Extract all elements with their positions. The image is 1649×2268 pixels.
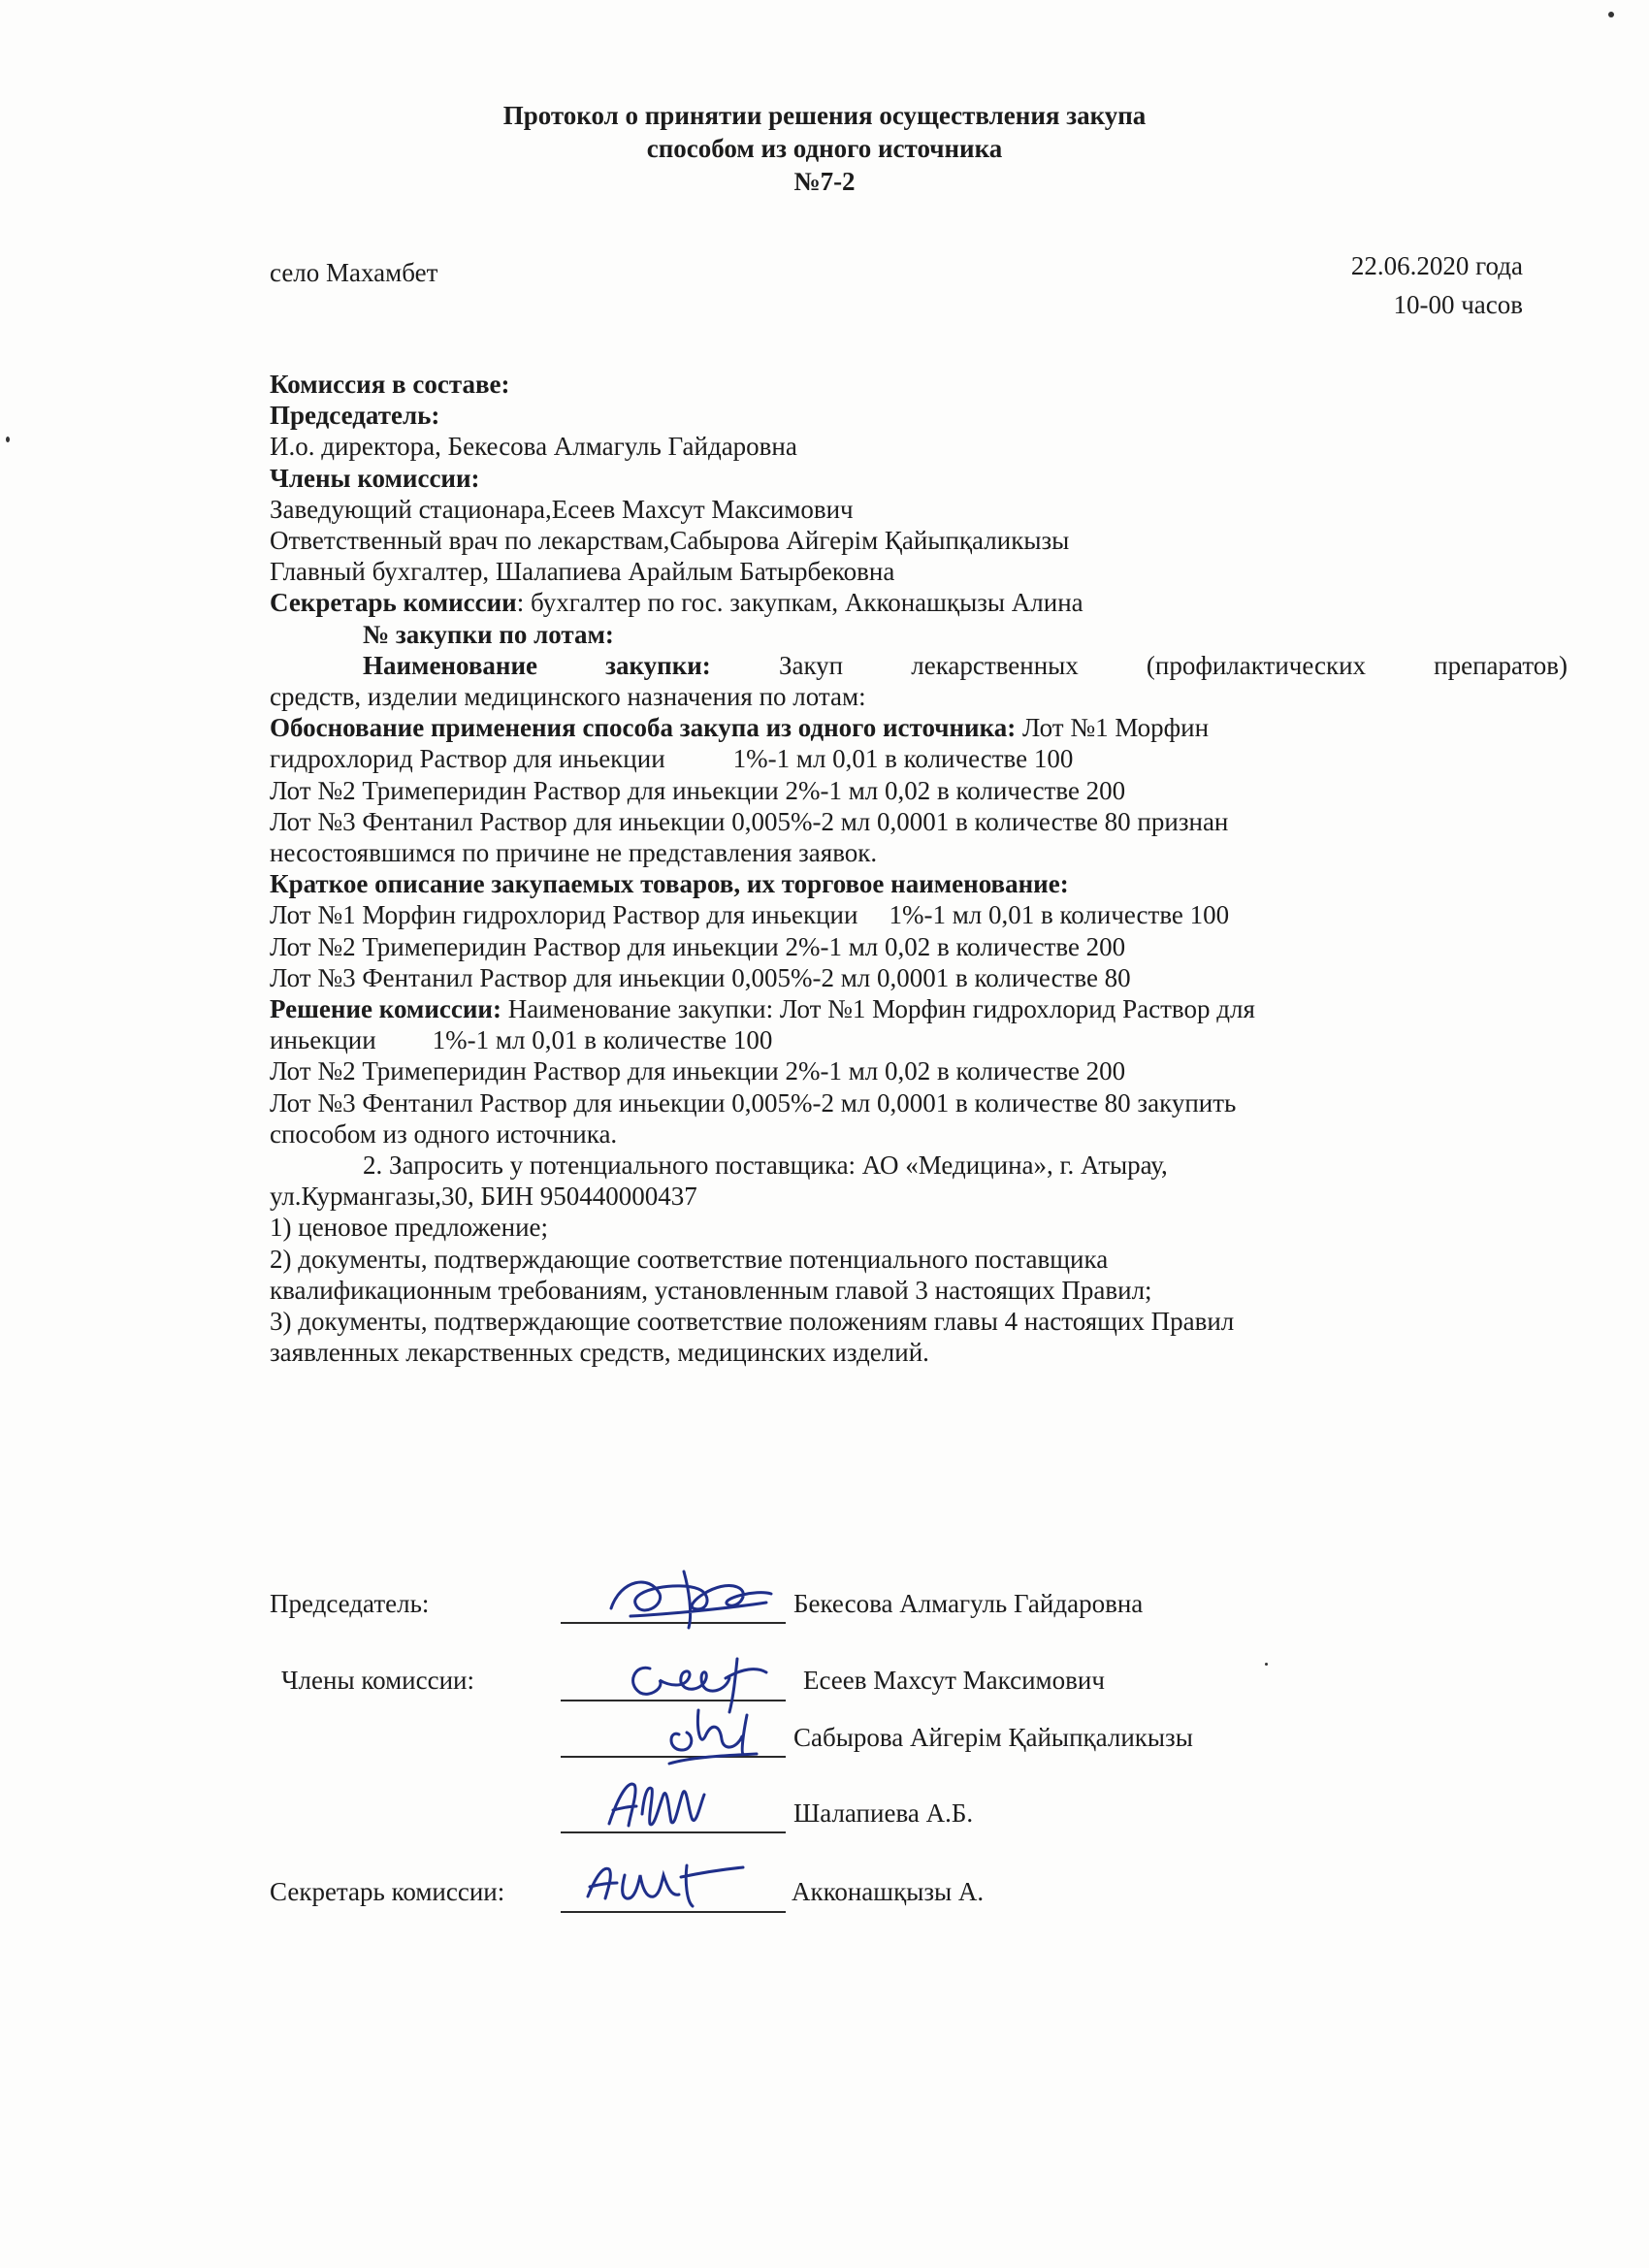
procurement-name [270,650,1568,681]
member-3: Главный бухгалтер, Шалапиева Арайлым Батырбековна [270,557,895,587]
justification-label: Обоснование применения способа закупа из одного источника: [270,713,1017,743]
decision-tail: способом из одного источника. [270,1118,618,1149]
description-label: Краткое описание закупаемых товаров, их торговое наименование: [270,869,1069,899]
sig-secretary-name: Акконашқызы А. [792,1877,985,1906]
decision-lot3: Лот №3 Фентанил Раствор для иньекции 0,005%-2 мл 0,0001 в количестве 80 закупить [270,1087,1237,1118]
chair-signature [592,1560,786,1637]
decision-line-2-b: 1%-1 мл 0,01 в количестве 100 [432,1025,773,1055]
item-2-line-2: ул.Курмангазы,30, БИН 950440000437 [270,1182,697,1212]
protocol-number: №7-2 [793,167,856,196]
requirement-3-line-2: заявленных лекарственных средств, медицинских изделий. [270,1338,929,1368]
justification-lot1-a: гидрохлорид Раствор для иньекции [270,744,665,774]
time: 10-00 часов [1393,290,1523,319]
chair-label: Председатель: [270,401,440,431]
description-lot3: Лот №3 Фентанил Раствор для иньекции 0,005%-2 мл 0,0001 в количестве 80 [270,962,1131,992]
protocol-body [270,369,1568,1369]
secretary-signature [578,1848,753,1916]
justification-lot1-b: 1%-1 мл 0,01 в количестве 100 [732,744,1074,774]
decision-line-2 [270,1024,1568,1055]
decision [270,993,1568,1024]
member-2: Ответственный врач по лекарствам,Сабырова Айгерім Қайыпқаликызы [270,526,1070,556]
secretary [270,587,1568,618]
description-lot1-b: 1%-1 мл 0,01 в количестве 100 [889,900,1230,930]
decision-text: Наименование закупки: Лот №1 Морфин гидрохлорид Раствор для [507,994,1255,1024]
requirement-3-line-1: 3) документы, подтверждающие соответствие положениям главы 4 настоящих Правил [270,1307,1235,1337]
requirement-2-line-2: квалификационным требованиям, установленным главой 3 настоящих Правил; [270,1275,1152,1305]
member-2-signature [650,1696,795,1773]
title-line-1: Протокол о принятии решения осуществления закупа [502,101,1147,130]
member-1: Заведующий стационара,Есеев Махсут Максимович [270,494,854,524]
secretary-label: Секретарь комиссии [270,588,517,618]
procurement-name-text: Закуп лекарственных (профилактических препаратов) [778,650,1568,680]
chair: И.о. директора, Бекесова Алмагуль Гайдаровна [270,432,797,462]
procurement-name-cont: средств, изделии медицинского назначения по лотам: [270,682,866,712]
sig-chair-name: Бекесова Алмагуль Гайдаровна [793,1589,1144,1618]
date: 22.06.2020 года [1350,251,1523,280]
scan-speck [6,437,10,442]
justification-lot2: Лот №2 Тримеперидин Раствор для иньекции 2%-1 мл 0,02 в количестве 200 [270,775,1126,805]
procurement-name-label: Наименование закупки: [363,650,711,680]
sig-chair-label: Председатель: [270,1589,430,1618]
description-lot2: Лот №2 Тримеперидин Раствор для иньекции 2%-1 мл 0,02 в количестве 200 [270,931,1126,961]
scan-speck [1265,1663,1268,1666]
place: село Махамбет [270,258,438,287]
justification [270,712,1568,743]
decision-lot2: Лот №2 Тримеперидин Раствор для иньекции 2%-1 мл 0,02 в количестве 200 [270,1056,1126,1086]
item-2-line-1: 2. Запросить у потенциального поставщика: АО «Медицина», г. Атырау, [363,1150,1168,1181]
description-lot1-a: Лот №1 Морфин гидрохлорид Раствор для иньекции [270,900,858,930]
decision-line-2-a: иньекции [270,1025,376,1055]
decision-label: Решение комиссии: [270,994,501,1024]
members-label: Члены комиссии: [270,463,480,493]
member-3-signature [599,1766,716,1843]
scan-speck [1608,12,1614,17]
sig-member-1-name: Есеев Махсут Максимович [803,1666,1105,1695]
sig-secretary-label: Секретарь комиссии: [270,1877,505,1906]
requirement-2-line-1: 2) документы, подтверждающие соответствие потенциального поставщика [270,1244,1109,1274]
title-line-2: способом из одного источника [646,134,1003,163]
sig-member-3-name: Шалапиева А.Б. [793,1798,974,1828]
justification-lot1-cont [270,743,1568,774]
secretary-text: : бухгалтер по гос. закупкам, Акконашқызы Алина [516,588,1083,618]
requirement-1: 1) ценовое предложение; [270,1213,549,1243]
document-title [0,99,1649,198]
description-lot1 [270,899,1568,930]
commission-heading: Комиссия в составе: [270,370,510,399]
lots-label: № закупки по лотам: [363,619,614,649]
justification-tail: несостоявшимся по причине не представления заявок. [270,838,878,868]
sig-member-2-name: Сабырова Айгерім Қайыпқаликызы [793,1723,1193,1752]
justification-lot3: Лот №3 Фентанил Раствор для иньекции 0,005%-2 мл 0,0001 в количестве 80 признан [270,806,1229,836]
sig-members-label: Члены комиссии: [281,1666,474,1695]
justification-lot1: Лот №1 Морфин [1021,713,1210,743]
